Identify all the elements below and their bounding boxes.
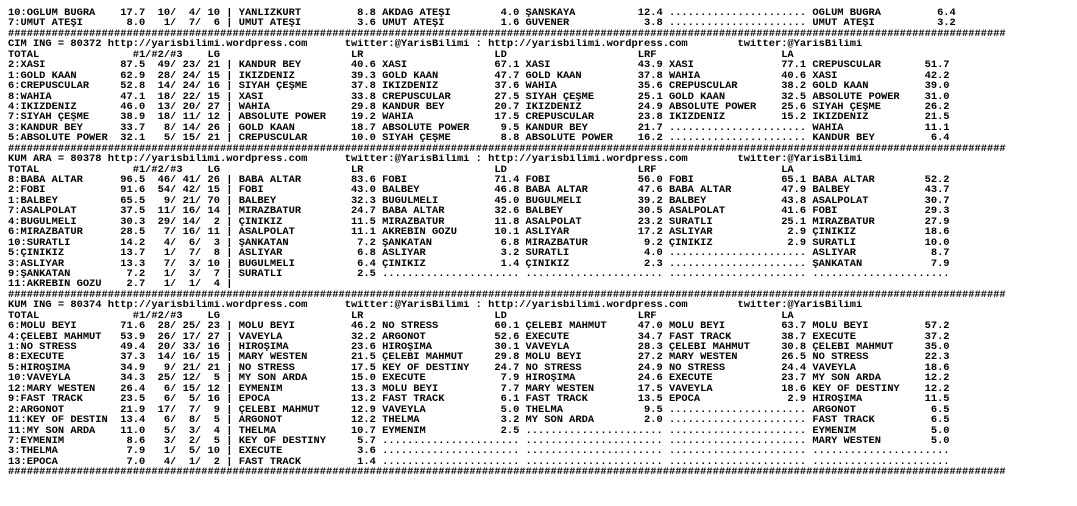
report-line: 1:BALBEY 65.5 9/ 21/ 70 | BALBEY 32.3 BÜĞÜLMELİ 45.0 BÜĞÜLMELİ 39.2 BALBEY 43.8 ASALPOLAT 30.7 (8, 195, 950, 207)
report-line: 1:NO STRESS 49.4 20/ 33/ 16 | HİROŞİMA 23.6 HİROŞİMA 30.1 VAVEYLA 28.3 ÇELEBİ MAHMUT 30.8 ÇELEBİ MAHMUT 35.0 (8, 342, 950, 353)
report-line: TOTAL #1/#2/#3 LG LR LD LRF LA (8, 49, 794, 61)
report-line: 8:BABA ALTAR 96.5 46/ 41/ 26 | BABA ALTAR 83.6 FOBİ 71.4 FOBİ 56.0 FOBİ 65.1 BABA ALTAR 52.2 (8, 175, 950, 186)
report-line: 7:SİYAH ÇEŞME 38.9 18/ 11/ 12 | ABSOLUTE POWER 19.2 WAHIA 17.5 CREPUSCULAR 23.8 İKİZDENİZ 15.2 İKİZDENİZ 21.5 (8, 112, 950, 123)
report-line: 9:FAST TRACK 23.5 6/ 5/ 16 | EPOCA 13.2 FAST TRACK 6.1 FAST TRACK 13.5 EPOCA 2.9 HİROŞİMA 11.5 (8, 394, 950, 405)
report-line: 5:ÇİNİKIZ 13.7 1/ 7/ 8 | ASLIYAR 6.8 ASLIYAR 3.2 SÜRATLİ 4.0 ...................... ASLIYAR 8.7 (8, 248, 950, 259)
report-line: 10:VAVEYLA 34.3 25/ 12/ 5 | MY SON ARDA 15.0 EXECUTE 7.9 HİROŞİMA 24.6 EXECUTE 23.7 MY SON ARDA 12.2 (8, 373, 950, 384)
report-line: 10:SÜRATLİ 14.2 4/ 6/ 3 | ŞANKATAN 7.2 ŞANKATAN 6.8 MİRAZBATUR 9.2 ÇİNİKIZ 2.9 SÜRATLİ 10.0 (8, 237, 950, 249)
report-line: 2:XASI 87.5 49/ 23/ 21 | KANDUR BEY 40.6 XASI 67.1 XASI 43.9 XASI 77.1 CREPUSCULAR 51.7 (8, 60, 950, 71)
report-line: 2:FOBİ 91.6 54/ 42/ 15 | FOBİ 43.0 BALBEY 46.8 BABA ALTAR 47.6 BABA ALTAR 47.9 BALBEY 43.7 (8, 185, 950, 196)
report-line: 10:OĞLUM BUĞRA 17.7 10/ 4/ 10 | YANLIZKURT 8.8 AKDAĞ ATEŞİ 4.0 ŞANSKAYA 12.4 ...................... OĞLUM BUĞRA 6.4 (8, 8, 956, 19)
report-line: 12:MARY WESTEN 26.4 6/ 15/ 12 | EYMENİM 13.3 MOLU BEYİ 7.7 MARY WESTEN 17.5 VAVEYLA 18.6 KEY OF DESTINY 12.2 (8, 383, 950, 395)
report-line: 13:EPOCA 7.0 4/ 1/ 2 | FAST TRACK 1.4 ...................... ...................... ...................... ...................... (8, 456, 950, 468)
report-line: 11:KEY OF DESTIN 13.4 6/ 8/ 5 | ARGONOT 12.2 THELMA 3.2 MY SON ARDA 2.0 ...................... FAST TRACK 6.5 (8, 415, 950, 426)
report-line: 11:AKREBİN GÖZÜ 2.7 1/ 1/ 4 | (8, 279, 233, 290)
race-statistics-text-report (8, 8, 1006, 478)
report-line: TOTAL #1/#2/#3 LG LR LD LRF LA (8, 310, 794, 322)
report-line: 5:ABSOLUTE POWER 32.1 5/ 15/ 21 | CREPUSCULAR 10.0 SİYAH ÇEŞME 8.8 ABSOLUTE POWER 16.2 ...................... KANDUR BEY 6.4 (8, 133, 950, 144)
report-line: 7:EYMENİM 8.6 3/ 2/ 5 | KEY OF DESTINY 5.7 ...................... ...................... ...................... MARY WESTEN 5.0 (8, 435, 950, 447)
report-line: 3:ASLIYAR 13.3 7/ 3/ 10 | BÜĞÜLMELİ 6.4 ÇİNİKIZ 1.4 ÇİNİKIZ 2.3 ...................... ŞANKATAN 7.9 (8, 258, 950, 269)
report-line: 11:MY SON ARDA 11.0 5/ 3/ 4 | THELMA 10.7 EYMENİM 2.5 ...................... ...................... EYMENİM 5.0 (8, 425, 950, 436)
report-line: 4:İKİZDENİZ 46.0 13/ 20/ 27 | WAHIA 29.8 KANDUR BEY 20.7 İKİZDENİZ 24.9 ABSOLUTE POWER 25.6 SİYAH ÇEŞME 26.2 (8, 101, 950, 113)
report-line: 8:EXECUTE 37.3 14/ 16/ 15 | MARY WESTEN 21.5 ÇELEBİ MAHMUT 29.8 MOLU BEYİ 27.2 MARY WESTEN 26.5 NO STRESS 22.3 (8, 352, 950, 363)
report-line: 4:ÇELEBİ MAHMUT 53.9 26/ 17/ 27 | VAVEYLA 32.2 ARGONOT 52.6 EXECUTE 34.7 FAST TRACK 38.7 EXECUTE 37.2 (8, 331, 950, 342)
report-line: 7:ASALPOLAT 37.5 11/ 16/ 14 | MİRAZBATUR 24.7 BABA ALTAR 32.6 BALBEY 30.5 ASALPOLAT 41.6 FOBİ 29.3 (8, 206, 950, 217)
report-line: 6:CREPUSCULAR 52.8 14/ 24/ 16 | SİYAH ÇEŞME 37.8 İKİZDENİZ 37.6 WAHIA 35.6 CREPUSCULAR 38.2 GOLD KAAN 39.0 (8, 81, 950, 92)
separator-line: ################################################################################################################################################################ (8, 289, 1006, 301)
report-line: 6:MOLU BEYİ 71.6 28/ 25/ 23 | MOLU BEYİ 46.2 NO STRESS 60.1 ÇELEBİ MAHMUT 47.0 MOLU BEYİ 63.7 MOLU BEYİ 57.2 (8, 321, 950, 332)
separator-line: ################################################################################################################################################################ (8, 28, 1006, 40)
report-line: 6:MİRAZBATUR 28.5 7/ 16/ 11 | ASALPOLAT 11.1 AKREBİN GÖZÜ 10.1 ASLIYAR 17.2 ASLIYAR 2.9 ÇİNİKIZ 18.6 (8, 227, 950, 238)
report-line: 8:WAHIA 47.1 18/ 22/ 15 | XASI 33.8 CREPUSCULAR 27.5 SİYAH ÇEŞME 25.1 GOLD KAAN 32.5 ABSOLUTE POWER 31.0 (8, 91, 950, 102)
report-line: 3:THELMA 7.9 1/ 5/ 10 | EXECUTE 3.6 ...................... ...................... ...................... ...................... (8, 446, 950, 457)
report-line: KUM ARA = 80378 http://yarisbilimi.wordpress.com twitter:@YarisBilimi : http://yarisbilimi.wordpress.com twitter:@YarisBilimi (8, 154, 863, 165)
separator-line: ################################################################################################################################################################ (8, 467, 1006, 478)
report-line: 1:GOLD KAAN 62.9 28/ 24/ 15 | İKİZDENİZ 39.3 GOLD KAAN 47.7 GOLD KAAN 37.8 WAHIA 40.6 XASI 42.2 (8, 70, 950, 82)
report-line: 7:UMUT ATEŞİ 8.0 1/ 7/ 6 | UMUT ATEŞİ 3.6 UMUT ATEŞİ 1.6 GÜVENER 3.8 ...................... UMUT ATEŞİ 3.2 (8, 18, 956, 29)
report-line: TOTAL #1/#2/#3 LG LR LD LRF LA (8, 164, 794, 175)
report-line: 3:KANDUR BEY 33.7 8/ 14/ 26 | GOLD KAAN 18.7 ABSOLUTE POWER 9.5 KANDUR BEY 21.7 ...................... WAHIA 11.1 (8, 122, 950, 134)
report-line: 9:ŞANKATAN 7.2 1/ 3/ 7 | SÜRATLİ 2.5 ...................... ...................... ...................... ...................... (8, 268, 950, 280)
separator-line: ################################################################################################################################################################ (8, 143, 1006, 155)
report-line: KUM ING = 80374 http://yarisbilimi.wordpress.com twitter:@YarisBilimi : http://yarisbilimi.wordpress.com twitter:@YarisBilimi (8, 300, 863, 311)
report-line: 5:HİROŞİMA 34.9 9/ 21/ 21 | NO STRESS 17.5 KEY OF DESTINY 24.7 NO STRESS 24.9 NO STRESS 24.4 VAVEYLA 18.6 (8, 362, 950, 374)
report-line: 2:ARGONOT 21.9 17/ 7/ 9 | ÇELEBİ MAHMUT 12.9 VAVEYLA 5.0 THELMA 9.5 ...................... ARGONOT 6.5 (8, 404, 950, 416)
report-line: CIM ING = 80372 http://yarisbilimi.wordpress.com twitter:@YarisBilimi : http://yarisbilimi.wordpress.com twitter:@YarisBilimi (8, 39, 863, 50)
report-line: 4:BÜĞÜLMELİ 30.3 29/ 14/ 2 | ÇİNİKIZ 11.5 MİRAZBATUR 11.8 ASALPOLAT 23.2 SÜRATLİ 25.1 MİRAZBATUR 27.9 (8, 216, 950, 228)
